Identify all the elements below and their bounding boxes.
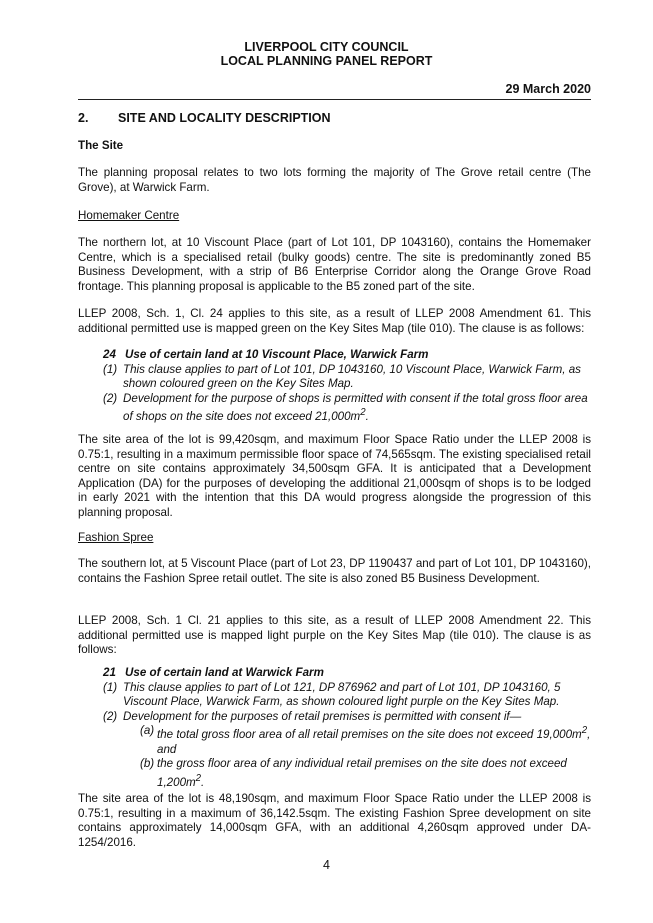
page-number: 4 — [323, 858, 330, 872]
clause-21-item-1-text: This clause applies to part of Lot 121, DP 876962 and part of Lot 101, DP 1043160, 5 Viscount Place, Warwick Farm, as shown coloured light purple on the Key Sites Map. — [123, 680, 561, 709]
homemaker-heading — [78, 209, 591, 224]
council-name: LIVERPOOL CITY COUNCIL — [244, 40, 409, 54]
section-number: 2. — [78, 111, 89, 125]
clause-21-title-text: Use of certain land at Warwick Farm — [125, 666, 324, 679]
clause-21-item-2-text: Development for the purposes of retail premises is permitted with consent if— — [123, 709, 522, 723]
clause-21-sub-b-text: the gross floor area of any individual retail premises on the site does not exceed 1,200m — [157, 757, 567, 789]
clause-21-sub-b-body — [157, 757, 591, 790]
clause-21-number: 21 — [103, 666, 116, 679]
clause-24-item-2-text: Development for the purpose of shops is permitted with consent if the total gross floor area of shops on the site does not exceed 21,000m — [123, 391, 588, 424]
clause-21-sub-a-label: (a) — [140, 724, 155, 738]
clause-24-item-1-text: This clause applies to part of Lot 101, DP 1043160, 10 Viscount Place, Warwick Farm, as shown coloured green on the Key Sites Map. — [123, 362, 581, 391]
homemaker-heading-text: Homemaker Centre — [78, 209, 180, 222]
clause-24-item-2-tail: . — [365, 410, 369, 424]
clause-21-sub-a-tail: , and — [157, 728, 591, 756]
clause-21-sub-b-label: (b) — [140, 757, 155, 771]
homemaker-para-3: The site area of the lot is 99,420sqm, and maximum Floor Space Ratio under the LLEP 2008 is 0.75:1, resulting in a maximum permissible floor space of 74,565sqm. The existing specialised retail centre on site contains approximately 34,500sqm GFA. It is anticipated that a Development Application (DA) for the purposes of developing the additional 21,000sqm of shops is to be lodged in early 2021 with the intention that this DA would progress alongside the progression of this planning proposal. — [78, 433, 591, 519]
clause-21-item-1-label: (1) — [103, 680, 118, 694]
clause-24-number: 24 — [103, 348, 116, 361]
clause-21-title — [103, 666, 591, 681]
report-date: 29 March 2020 — [505, 82, 591, 96]
report-title: LOCAL PLANNING PANEL REPORT — [220, 54, 433, 68]
clause-24-item-2-body — [123, 392, 591, 425]
section-title: SITE AND LOCALITY DESCRIPTION — [118, 111, 331, 125]
homemaker-para-2: LLEP 2008, Sch. 1, Cl. 24 applies to this site, as a result of LLEP 2008 Amendment 61. This additional permitted use is mapped green on the Key Sites Map (tile 010). The clause is as follows: — [78, 307, 591, 335]
site-intro: The planning proposal relates to two lots forming the majority of The Grove retail centre (The Grove), at Warwick Farm. — [78, 166, 591, 194]
clause-21-sub-b — [103, 757, 591, 790]
clause-24-item-2-label: (2) — [103, 391, 118, 405]
clause-24-item-2 — [103, 392, 591, 425]
clause-21-sub-b-sup: 2 — [195, 773, 202, 785]
clause-21-item-2-label: (2) — [103, 709, 118, 723]
clause-21-item-2 — [103, 710, 591, 725]
clause-21-item-1 — [103, 681, 591, 710]
clause-21-sub-a-sup: 2 — [581, 725, 588, 737]
fashion-para-3: The site area of the lot is 48,190sqm, and maximum Floor Space Ratio under the LLEP 2008 is 0.75:1, resulting in a maximum of 36,142.5sqm. The existing Fashion Spree development on site contains approximately 14,000sqm GFA, with an additional 4,260sqm approved under DA-1254/2016. — [78, 792, 591, 849]
clause-24-item-2-sup: 2 — [360, 407, 366, 419]
fashion-heading — [78, 531, 591, 546]
site-heading: The Site — [78, 139, 124, 152]
clause-24 — [103, 348, 591, 425]
fashion-para-1: The southern lot, at 5 Viscount Place (part of Lot 23, DP 1190437 and part of Lot 101, DP 1043160), contains the Fashion Spree retail outlet. The site is also zoned B5 Business Development. — [78, 557, 591, 585]
header-rule — [78, 99, 591, 100]
clause-24-item-1 — [103, 363, 591, 392]
clause-24-title — [103, 348, 591, 363]
clause-21-sub-a — [103, 724, 591, 757]
clause-21-sub-a-text: the total gross floor area of all retail premises on the site does not exceed 19,000m — [157, 728, 582, 742]
clause-21-sub-b-tail: . — [201, 775, 205, 789]
fashion-para-2: LLEP 2008, Sch. 1 Cl. 21 applies to this site, as a result of LLEP 2008 Amendment 22. This additional permitted use is mapped light purple on the Key Sites Map (tile 010). The clause is as follows: — [78, 614, 591, 657]
section-heading — [78, 111, 331, 125]
fashion-heading-text: Fashion Spree — [78, 531, 154, 544]
clause-24-item-1-label: (1) — [103, 362, 118, 376]
homemaker-para-1: The northern lot, at 10 Viscount Place (part of Lot 101, DP 1043160), contains the Homemaker Centre, which is a specialised retail (bulky goods) centre. The site is predominantly zoned B5 Business Development, with a strip of B6 Enterprise Corridor along the Orange Grove Road frontage. This planning proposal is applicable to the B5 zoned part of the site. — [78, 236, 591, 293]
clause-21-sub-a-body — [157, 724, 591, 757]
clause-21 — [103, 666, 591, 790]
clause-24-title-text: Use of certain land at 10 Viscount Place, Warwick Farm — [125, 348, 429, 361]
